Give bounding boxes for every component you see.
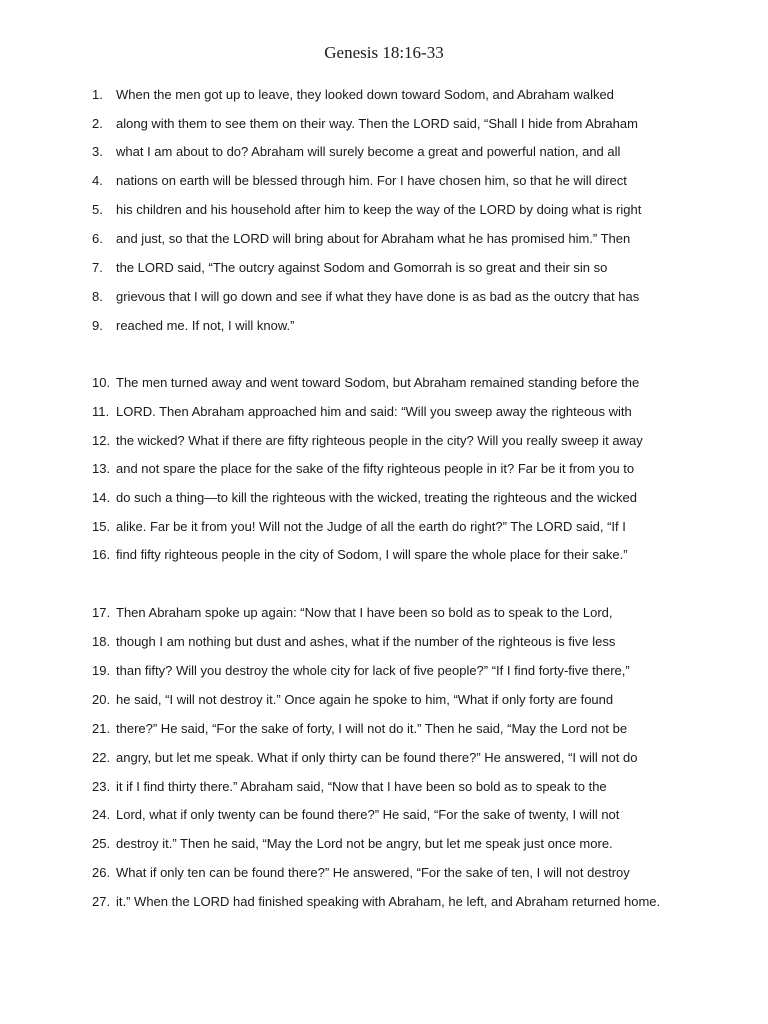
line-number: 8. xyxy=(92,289,103,304)
line-text: Then Abraham spoke up again: “Now that I have been so bold as to speak to the Lord, xyxy=(116,605,613,620)
line-text: What if only ten can be found there?” He answered, “For the sake of ten, I will not destroy xyxy=(116,865,630,880)
line-text: nations on earth will be blessed through him. For I have chosen him, so that he will direct xyxy=(116,173,627,188)
line-number: 16. xyxy=(92,547,111,562)
line-text: and not spare the place for the sake of the fifty righteous people in it? Far be it from you to xyxy=(116,461,635,476)
text-line xyxy=(0,171,768,191)
line-number: 24. xyxy=(92,807,111,822)
line-number: 12. xyxy=(92,433,111,448)
line-text: it if I find thirty there.” Abraham said, “Now that I have been so bold as to speak to the xyxy=(116,779,607,794)
text-line xyxy=(0,690,768,710)
line-number: 6. xyxy=(92,231,103,246)
line-number: 13. xyxy=(92,461,111,476)
document-title: Genesis 18:16-33 xyxy=(324,43,444,62)
line-number: 11. xyxy=(92,404,110,419)
text-line xyxy=(0,777,768,797)
text-line xyxy=(0,142,768,162)
line-number: 19. xyxy=(92,663,111,678)
line-text: along with them to see them on their way. Then the LORD said, “Shall I hide from Abraham xyxy=(116,116,638,131)
line-text: The men turned away and went toward Sodom, but Abraham remained standing before the xyxy=(116,375,640,390)
text-line xyxy=(0,402,768,422)
text-line xyxy=(0,373,768,393)
line-number: 22. xyxy=(92,750,111,765)
line-number: 26. xyxy=(92,865,111,880)
line-number: 25. xyxy=(92,836,111,851)
line-number: 4. xyxy=(92,173,103,188)
text-line xyxy=(0,545,768,565)
text-line xyxy=(0,892,768,912)
line-number: 5. xyxy=(92,202,103,217)
line-text: do such a thing—to kill the righteous with the wicked, treating the righteous and the wicked xyxy=(116,490,638,505)
text-line xyxy=(0,863,768,883)
line-number: 27. xyxy=(92,894,111,909)
line-number: 7. xyxy=(92,260,103,275)
line-number: 21. xyxy=(92,721,111,736)
text-line xyxy=(0,805,768,825)
line-number: 20. xyxy=(92,692,111,707)
line-text: there?” He said, “For the sake of forty, I will not do it.” Then he said, “May the Lord not be xyxy=(116,721,628,736)
text-line xyxy=(0,316,768,336)
line-text: than fifty? Will you destroy the whole city for lack of five people?” “If I find forty-five there,” xyxy=(116,663,630,678)
text-line xyxy=(0,200,768,220)
line-number: 18. xyxy=(92,634,111,649)
line-text: alike. Far be it from you! Will not the Judge of all the earth do right?” The LORD said, “If I xyxy=(116,519,626,534)
line-text: find fifty righteous people in the city of Sodom, I will spare the whole place for their sake.” xyxy=(116,547,628,562)
line-text: angry, but let me speak. What if only thirty can be found there?” He answered, “I will not do xyxy=(116,750,638,765)
text-line xyxy=(0,229,768,249)
line-text: grievous that I will go down and see if what they have done is as bad as the outcry that has xyxy=(116,289,640,304)
line-text: Lord, what if only twenty can be found there?” He said, “For the sake of twenty, I will not xyxy=(116,807,620,822)
text-line xyxy=(0,488,768,508)
text-line xyxy=(0,459,768,479)
line-text: what I am about to do? Abraham will surely become a great and powerful nation, and all xyxy=(116,144,621,159)
text-line xyxy=(0,517,768,537)
line-number: 1. xyxy=(92,87,103,102)
line-text: destroy it.” Then he said, “May the Lord not be angry, but let me speak just once more. xyxy=(116,836,613,851)
line-text: the wicked? What if there are fifty righteous people in the city? Will you really sweep it away xyxy=(116,433,643,448)
text-line xyxy=(0,114,768,134)
text-line xyxy=(0,748,768,768)
text-line xyxy=(0,632,768,652)
text-line xyxy=(0,258,768,278)
text-line xyxy=(0,719,768,739)
line-text: his children and his household after him to keep the way of the LORD by doing what is right xyxy=(116,202,642,217)
line-text: the LORD said, “The outcry against Sodom and Gomorrah is so great and their sin so xyxy=(116,260,608,275)
text-line xyxy=(0,431,768,451)
line-number: 23. xyxy=(92,779,111,794)
text-line xyxy=(0,603,768,623)
text-line xyxy=(0,85,768,105)
line-text: reached me. If not, I will know.” xyxy=(116,318,295,333)
line-number: 14. xyxy=(92,490,111,505)
text-line xyxy=(0,287,768,307)
line-number: 2. xyxy=(92,116,103,131)
line-text: When the men got up to leave, they looked down toward Sodom, and Abraham walked xyxy=(116,87,614,102)
line-number: 15. xyxy=(92,519,111,534)
line-text: it.” When the LORD had finished speaking with Abraham, he left, and Abraham returned home. xyxy=(116,894,661,909)
line-number: 9. xyxy=(92,318,103,333)
line-text: though I am nothing but dust and ashes, what if the number of the righteous is five less xyxy=(116,634,616,649)
line-text: LORD. Then Abraham approached him and said: “Will you sweep away the righteous with xyxy=(116,404,632,419)
line-text: and just, so that the LORD will bring about for Abraham what he has promised him.” Then xyxy=(116,231,631,246)
line-number: 3. xyxy=(92,144,103,159)
text-line xyxy=(0,661,768,681)
line-number: 10. xyxy=(92,375,111,390)
text-line xyxy=(0,834,768,854)
line-text: he said, “I will not destroy it.” Once again he spoke to him, “What if only forty are found xyxy=(116,692,614,707)
line-number: 17. xyxy=(92,605,111,620)
